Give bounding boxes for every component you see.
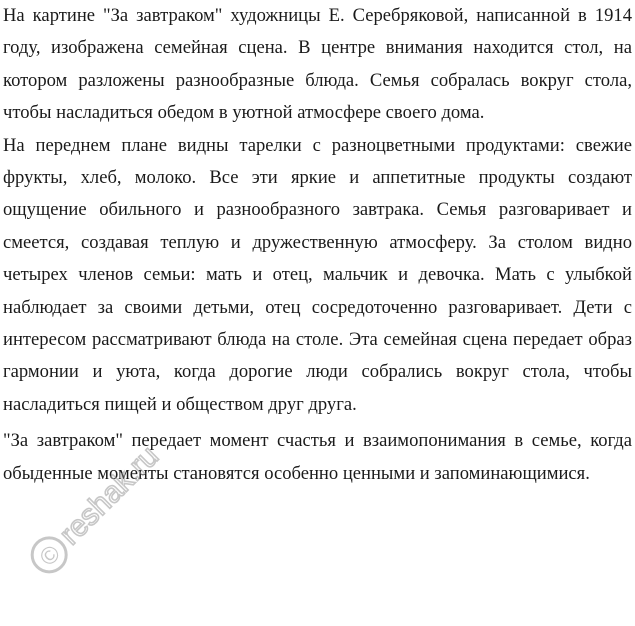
watermark-copyright-symbol: © [34,540,67,572]
paragraph-1: На картине "За завтраком" художницы Е. Серебряковой, написанной в 1914 году, изображена семейная сцена. В центре внимания находится стол, на котором разложены разнообразные блюда. Семья собралась вокруг стола, чтобы насладиться обедом в уютной атмосфере своего дома. [3,5,632,124]
paragraph-3: "За завтраком" передает момент счастья и взаимопонимания в семье, когда обыденные моменты становятся особенно ценными и запоминающимися. [3,430,632,484]
watermark-text: reshak.ru [53,439,166,552]
copyright-circle-icon [25,531,73,579]
paragraph-2: На переднем плане видны тарелки с разноцветными продуктами: свежие фрукты, хлеб, молоко. Все эти яркие и аппетитные продукты создают ощущение обильного и разнообразного завтрака. Семья разговаривает и смеется, создавая теплую и дружественную атмосферу. За столом видно четырех членов семьи: мать и отец, мальчик и девочка. Мать с улыбкой наблюдает за своими детьми, отец сосредоточенно разговаривает. Дети с интересом рассматривают блюда на столе. Эта семейная сцена передает образ гармонии и уюта, когда дорогие люди собрались вокруг стола, чтобы насладиться пищей и обществом друг друга. [3,134,632,415]
document-body [3,0,632,490]
